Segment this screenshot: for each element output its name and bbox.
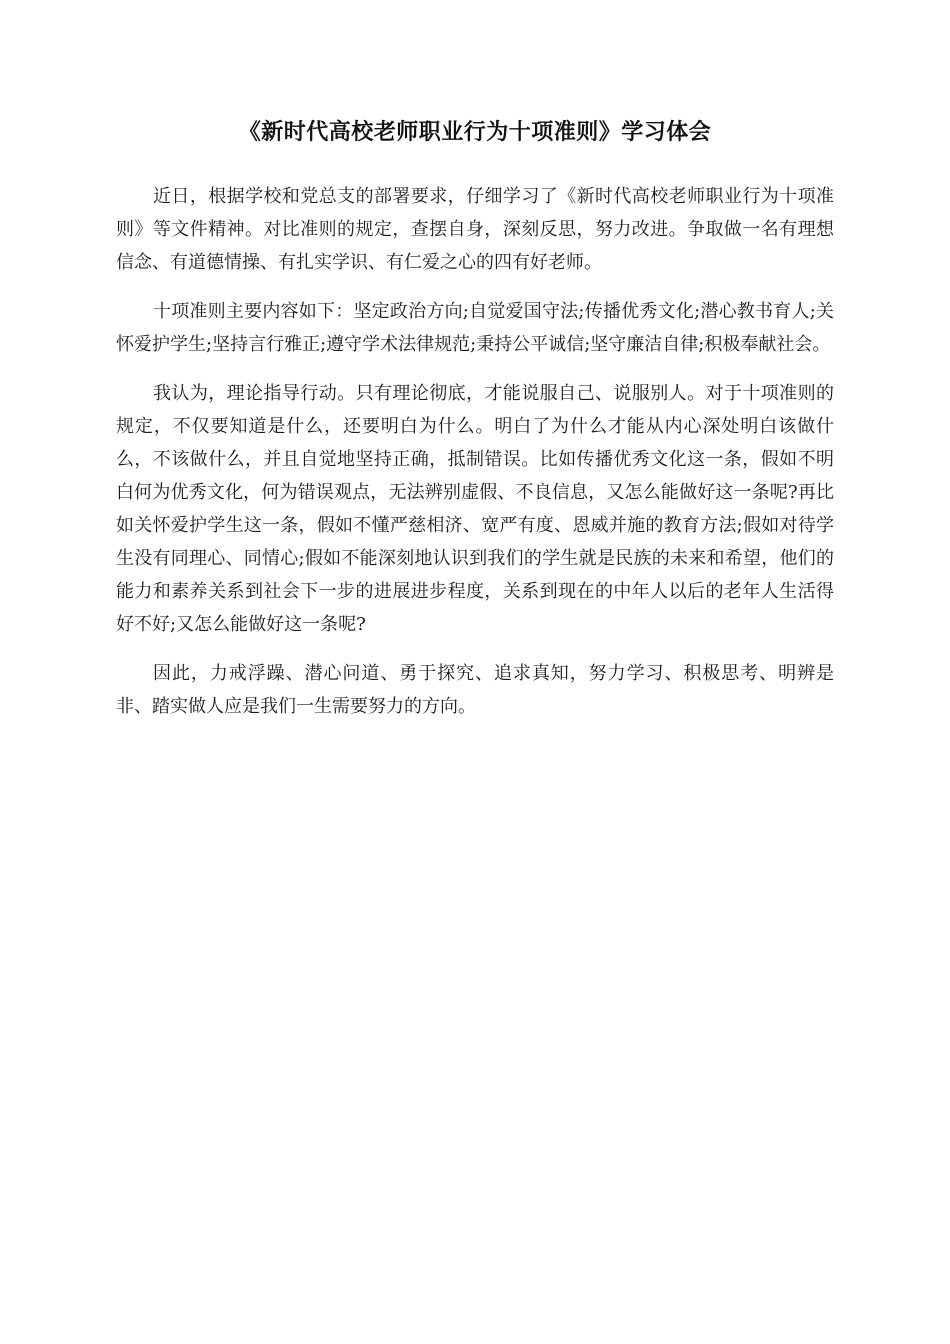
paragraph-2: 十项准则主要内容如下：坚定政治方向;自觉爱国守法;传播优秀文化;潜心教书育人;关怀爱护学生;坚持言行雅正;遵守学术法律规范;秉持公平诚信;坚守廉洁自律;积极奉献社会。: [116, 301, 834, 355]
paragraph-1: 近日，根据学校和党总支的部署要求，仔细学习了《新时代高校老师职业行为十项准则》等文件精神。对比准则的规定，查摆自身，深刻反思，努力改进。争取做一名有理想信念、有道德情操、有扎实学识、有仁爱之心的四有好老师。: [116, 186, 834, 273]
paragraph-3: 我认为，理论指导行动。只有理论彻底，才能说服自己、说服别人。对于十项准则的规定，不仅要知道是什么，还要明白为什么。明白了为什么才能从内心深处明白该做什么，不该做什么，并且自觉地坚持正确，抵制错误。比如传播优秀文化这一条，假如不明白何为优秀文化，何为错误观点，无法辨别虚假、不良信息，又怎么能做好这一条呢?再比如关怀爱护学生这一条，假如不懂严慈相济、宽严有度、恩威并施的教育方法;假如对待学生没有同理心、同情心;假如不能深刻地认识到我们的学生就是民族的未来和希望，他们的能力和素养关系到社会下一步的进展进步程度，关系到现在的中年人以后的老年人生活得好不好;又怎么能做好这一条呢?: [116, 383, 834, 635]
paragraph-4: 因此，力戒浮躁、潜心问道、勇于探究、追求真知，努力学习、积极思考、明辨是非、踏实做人应是我们一生需要努力的方向。: [116, 663, 834, 717]
document-title: 《新时代高校老师职业行为十项准则》学习体会: [238, 119, 712, 145]
document-body: [116, 180, 834, 739]
